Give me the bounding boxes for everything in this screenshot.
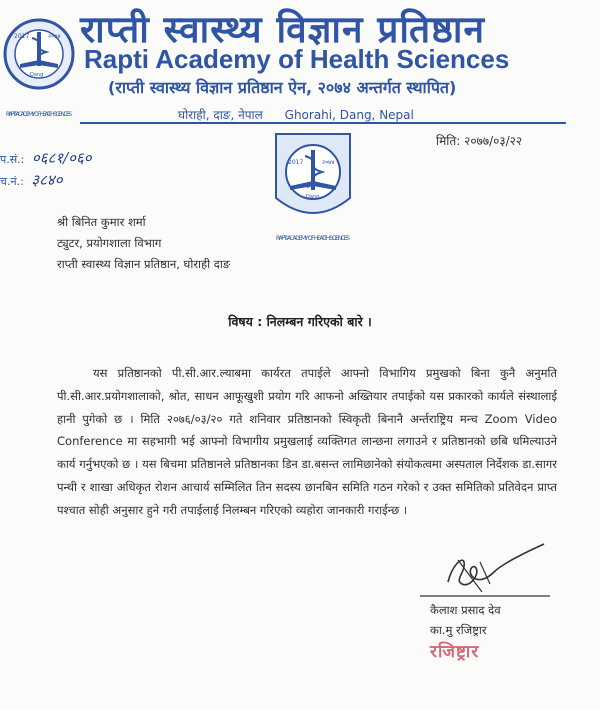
- recipient-position: ट्युटर, प्रयोगशाला विभाग: [57, 236, 162, 250]
- org-title-english: Rapti Academy of Health Sciences: [84, 44, 510, 74]
- academy-logo-center: [270, 130, 356, 250]
- reference-numbers: [0, 148, 92, 192]
- letter-subject: विषय : निलम्बन गरिएको बारे ।: [228, 314, 372, 329]
- org-title-nepali: राप्ती स्वास्थ्य विज्ञान प्रतिष्ठान: [80, 8, 485, 51]
- header-divider: [80, 122, 566, 124]
- recipient-org: राप्ती स्वास्थ्य विज्ञान प्रतिष्ठान, घोराही दाङ: [57, 257, 231, 271]
- chalani-number: [0, 170, 92, 192]
- letter-body: यस प्रतिष्ठानको पी.सी.आर.ल्याबमा कार्यरत तपाईले आफ्नो विभागिय प्रमुखको बिना कुनै अनुमति पी.सी.आर.प्रयोगशालाको, श्रोत, साधन आफूखुशी प्रयोग गरि आफनो अख्तियार तपाईको यस प्रकारको कार्यले संस्थालाई हानी पुगेको छ । मिति २०७६/०३/२० गते शनिवार प्रतिष्ठानको स्विकृती बिनानै अर्न्तराष्ट्रिय मन्च Zoom Video Conference मा सहभागी भई आफ्नो विभागीय प्रमुखलाई व्यक्तिगत लान्छना लगाउने र प्रतिष्ठानको छबि धमिल्याउने कार्य गर्नुभएको छ । यस बिचमा प्रतिष्ठानले प्रतिष्ठानका डिन डा.बसन्त लामिछानेको संयोकत्वमा अस्पताल निर्देशक डा.सागर पन्थी र शाखा अधिकृत रोशन आचार्य सम्मिलित तिन सदस्य छानबिन समिति गठन गरेको र उक्त समितिको प्रतिवेदन प्राप्त पश्चात सोही अनुसार हुने गरी तपाईलाई निलम्बन गरिएको व्यहोरा जानकारी गराईन्छ ।: [57, 366, 557, 517]
- address-english: Ghorahi, Dang, Nepal: [284, 108, 414, 122]
- logo-place: Dang: [30, 72, 44, 78]
- patra-value: ०६८१/०६०: [31, 149, 92, 167]
- logo-year-right: २०७४: [48, 33, 61, 40]
- signer-block: [430, 600, 501, 662]
- recipient-name: श्री बिनित कुमार शर्मा: [57, 215, 146, 229]
- logo-caption-left: RAPTI ACADEMY OF HEALTH SCIENCES: [6, 111, 72, 118]
- center-logo-caption: RAPTI ACADEMY OF HEALTH SCIENCES: [276, 235, 350, 242]
- date-label: मिति:: [436, 134, 461, 148]
- chalani-label: च.नं.:: [0, 175, 24, 188]
- center-logo-place: Dang: [306, 194, 320, 200]
- recipient-block: [57, 212, 230, 275]
- patra-label: प.सं.:: [0, 153, 25, 166]
- center-logo-year-left: 2017: [288, 159, 304, 166]
- org-subtitle: (राप्ती स्वास्थ्य विज्ञान प्रतिष्ठान ऐन, २०७४ अन्तर्गत स्थापित): [108, 78, 457, 97]
- signer-title: का.मु रजिष्ट्रार: [430, 623, 487, 637]
- letter-date: [436, 132, 522, 149]
- registrar-stamp: रजिष्ट्रार: [430, 642, 480, 662]
- patra-sankhya: [0, 148, 92, 170]
- chalani-value: ३८४०: [31, 171, 63, 189]
- signer-name: कैलाश प्रसाद देव: [430, 603, 501, 617]
- org-address: [178, 106, 432, 123]
- academy-logo-left: [2, 10, 76, 130]
- center-logo-year-right: २०७४: [322, 159, 335, 166]
- logo-year-left: 2017: [14, 33, 30, 40]
- date-value: २०७७/०३/२२: [464, 134, 523, 148]
- handwritten-signature: [418, 532, 558, 602]
- address-nepali: घोराही, दाङ, नेपाल: [178, 108, 263, 122]
